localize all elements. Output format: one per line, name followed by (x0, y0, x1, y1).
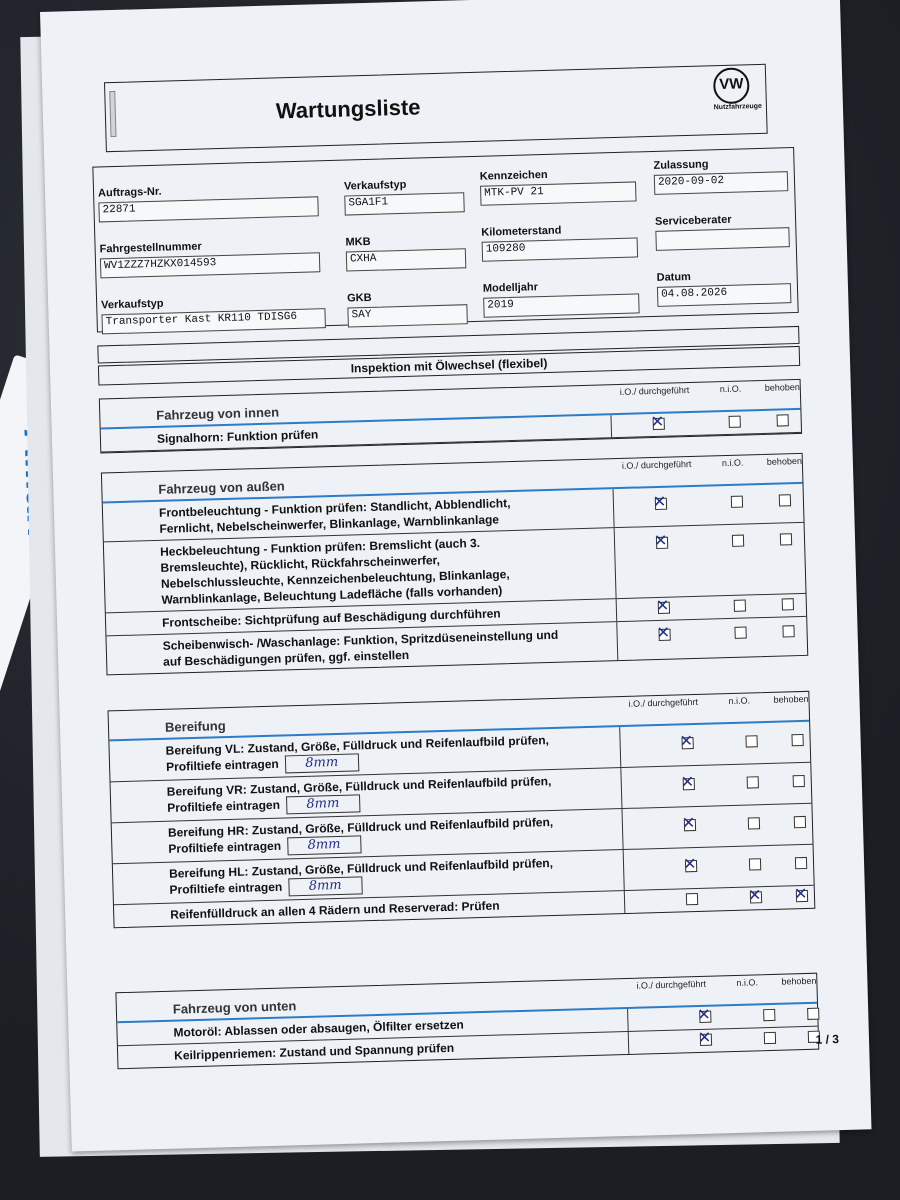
group-name: Fahrzeug von außen (158, 478, 285, 497)
field-fahrgestellnummer (99, 237, 320, 278)
field-label: Fahrgestellnummer (99, 240, 202, 256)
vehicle-info-box (92, 147, 798, 333)
field-kennzeichen (480, 166, 637, 205)
field-serviceberater (655, 212, 790, 251)
col-done: i.O./ durchgeführt (621, 458, 692, 471)
group-inside (99, 379, 802, 454)
profile-label: Profiltiefe eintragen (168, 838, 282, 856)
checkbox-done[interactable] (684, 819, 696, 831)
field-value: SAY (347, 304, 468, 327)
checkbox-fixed[interactable] (779, 494, 791, 506)
checkbox-nio[interactable] (764, 1032, 776, 1044)
checkbox-nio[interactable] (750, 891, 762, 903)
checkbox-nio[interactable] (749, 858, 761, 870)
col-fixed: behoben (773, 693, 809, 705)
profile-depth-field[interactable]: 8mm (288, 876, 362, 896)
field-verkaufstyp (344, 177, 465, 215)
field-value: Transporter Kast KR110 TDISG6 (101, 308, 325, 334)
checkbox-fixed[interactable] (780, 533, 792, 545)
row-text: Reifenfülldruck an allen 4 Rädern und Reserverad: Prüfen (170, 898, 500, 922)
profile-depth-field[interactable]: 8mm (287, 835, 361, 855)
col-done: i.O./ durchgeführt (628, 696, 699, 709)
checkbox-nio[interactable] (729, 416, 741, 428)
field-value: WV1ZZZ7HZKX014593 (100, 252, 320, 278)
row-text-main: Bereifung VL: Zustand, Größe, Fülldruck und Reifenlaufbild prüfen, (165, 733, 550, 758)
checkbox-done[interactable] (655, 498, 667, 510)
profile-label: Profiltiefe eintragen (167, 797, 281, 815)
checkbox-done[interactable] (683, 778, 695, 790)
group-tyres (108, 691, 816, 929)
checkbox-nio[interactable] (734, 600, 746, 612)
field-kilometerstand (481, 222, 638, 261)
col-nio: n.i.O. (736, 977, 759, 988)
checkbox-fixed[interactable] (777, 414, 789, 426)
col-fixed: behoben (766, 455, 803, 467)
field-value: MTK-PV 21 (480, 181, 636, 205)
col-nio: n.i.O. (728, 695, 751, 707)
field-label: MKB (345, 235, 371, 249)
col-nio: n.i.O. (719, 383, 742, 395)
field-verkaufstyp-beschreibung (101, 293, 326, 334)
row-text: Keilrippenriemen: Zustand und Spannung prüfen (173, 1040, 455, 1063)
col-fixed: behoben (781, 975, 817, 987)
checkbox-done[interactable] (658, 629, 670, 641)
checkbox-nio[interactable] (747, 776, 759, 788)
checkbox-done[interactable] (682, 737, 694, 749)
checkbox-done[interactable] (653, 418, 665, 430)
checkbox-done[interactable] (699, 1011, 711, 1023)
field-zulassung (653, 156, 788, 195)
field-value: CXHA (346, 248, 467, 271)
brand-subtitle: Nutzfahrzeuge (713, 102, 763, 112)
col-fixed: behoben (764, 381, 800, 393)
checkbox-done[interactable] (686, 893, 698, 905)
field-gkb (347, 289, 468, 327)
checkbox-nio[interactable] (763, 1009, 775, 1021)
field-label: Auftrags-Nr. (97, 185, 162, 200)
checkbox-fixed[interactable] (782, 625, 794, 637)
field-mkb (345, 233, 466, 271)
field-datum (656, 268, 791, 307)
checkbox-nio[interactable] (748, 817, 760, 829)
row-text-main: Bereifung VR: Zustand, Größe, Fülldruck und Reifenlaufbild prüfen, (166, 774, 552, 799)
checkbox-done[interactable] (685, 860, 697, 872)
field-value (655, 227, 790, 251)
checkbox-fixed[interactable] (807, 1008, 819, 1020)
checkbox-fixed[interactable] (796, 890, 808, 902)
checkbox-fixed[interactable] (794, 816, 806, 828)
field-modelljahr (483, 278, 640, 317)
group-name: Fahrzeug von unten (172, 998, 297, 1017)
checkbox-nio[interactable] (734, 627, 746, 639)
row-text: Heckbeleuchtung - Funktion prüfen: Bremslicht (auch 3. Bremsleuchte), Rücklicht, Rückfahrscheinwerfer, Nebelschlussleuchte, Kennzeichenbeleuchtung, Blinkanlage, Warnblinkanlage, Beleuchtung Ladefläche (falls vorhanden) (159, 535, 510, 607)
group-name: Fahrzeug von innen (156, 404, 280, 423)
group-outside (101, 453, 808, 676)
field-value: 22871 (98, 196, 318, 222)
checkbox-done[interactable] (658, 602, 670, 614)
checkbox-nio[interactable] (731, 496, 743, 508)
checkbox-done[interactable] (700, 1034, 712, 1046)
row-text: Frontscheibe: Sichtprüfung auf Beschädigung durchführen (161, 606, 501, 630)
field-auftrag (98, 181, 319, 222)
field-value: 109280 (482, 237, 638, 261)
checkbox-nio[interactable] (732, 535, 744, 547)
field-label: Modelljahr (482, 281, 539, 295)
profile-depth-field[interactable]: 8mm (285, 753, 359, 773)
page-title: Wartungsliste (275, 94, 421, 124)
vw-logo-icon: VW (713, 67, 750, 104)
row-text: Frontbeleuchtung - Funktion prüfen: Standlicht, Abblendlicht, Fernlicht, Nebelscheinwerfer, Blinkanlage, Warnblinkanlage (158, 496, 511, 536)
checkbox-fixed[interactable] (782, 598, 794, 610)
inspection-title: Inspektion mit Ölwechsel (flexibel) (98, 346, 800, 386)
profile-label: Profiltiefe eintragen (169, 879, 283, 897)
row-text: Motoröl: Ablassen oder absaugen, Ölfilter ersetzen (173, 1017, 464, 1040)
group-underbody (115, 973, 819, 1070)
field-label: GKB (346, 291, 372, 305)
field-label: Datum (656, 270, 692, 284)
title-box (104, 64, 768, 152)
field-value: SGA1F1 (344, 192, 465, 215)
field-label: Verkaufstyp (101, 297, 164, 312)
checkbox-fixed[interactable] (795, 857, 807, 869)
field-value: 04.08.2026 (657, 283, 792, 307)
row-text-main: Bereifung HL: Zustand, Größe, Fülldruck und Reifenlaufbild prüfen, (168, 856, 554, 881)
checkbox-done[interactable] (656, 537, 668, 549)
row-text-main: Bereifung HR: Zustand, Größe, Fülldruck und Reifenlaufbild prüfen, (167, 814, 554, 840)
field-label: Kennzeichen (479, 168, 548, 183)
page-number: 1 / 3 (815, 1032, 840, 1047)
group-name: Bereifung (164, 718, 226, 735)
row-text: Signalhorn: Funktion prüfen (156, 427, 319, 446)
row-text: Scheibenwisch- /Waschanlage: Funktion, Spritzdüseneinstellung und auf Beschädigungen prüfen, ggf. einstellen (162, 627, 559, 669)
field-value: 2020-09-02 (654, 171, 789, 195)
col-nio: n.i.O. (721, 457, 744, 469)
title-marker (109, 91, 116, 137)
checkbox-fixed[interactable] (793, 775, 805, 787)
field-label: Zulassung (653, 158, 709, 172)
field-label: Serviceberater (654, 213, 732, 228)
field-value: 2019 (483, 293, 639, 317)
profile-label: Profiltiefe eintragen (165, 756, 279, 774)
field-label: Verkaufstyp (343, 178, 407, 193)
field-label: Kilometerstand (481, 224, 562, 239)
col-done: i.O./ durchgeführt (636, 978, 707, 991)
checkbox-nio[interactable] (745, 735, 757, 747)
profile-depth-field[interactable]: 8mm (286, 794, 360, 814)
col-done: i.O./ durchgeführt (619, 385, 690, 397)
checkbox-fixed[interactable] (791, 734, 803, 746)
maintenance-sheet (40, 0, 872, 1152)
